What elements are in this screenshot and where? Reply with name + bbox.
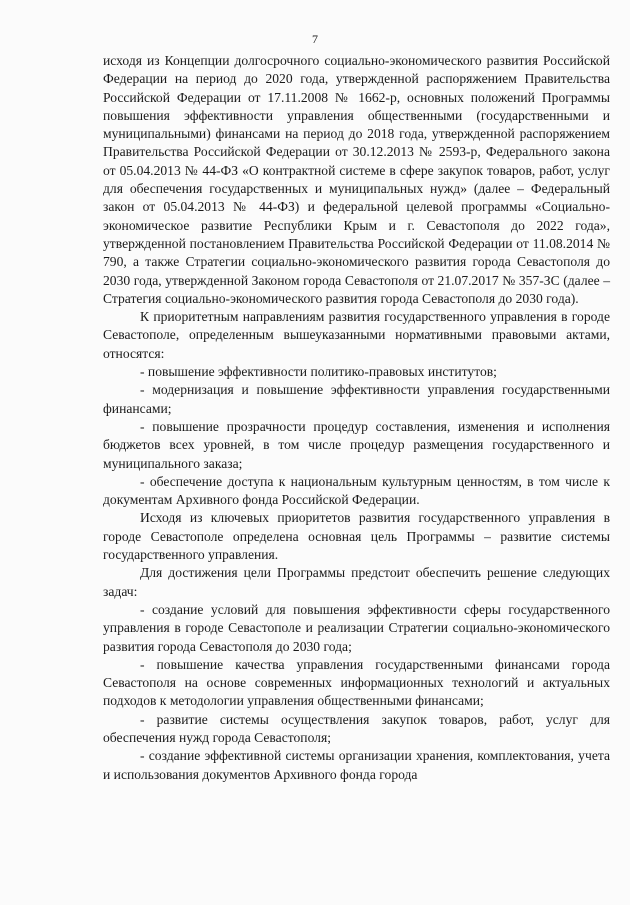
list-item-legal-institutions: - повышение эффективности политико-правовых институтов; [140, 364, 497, 380]
paragraph-program-goal: Исходя из ключевых приоритетов развития государственного управления в городе Севастополе определена основная цель Программы – развитие системы государственного управления. [103, 510, 610, 563]
list-item-task-conditions: - создание условий для повышения эффективности сферы государственного управления в городе Севастополе и реализации Стратегии социально-экономического развития города Севастополя до 2030 года; [103, 601, 610, 654]
paragraph-tasks-intro: Для достижения цели Программы предстоит обеспечить решение следующих задач: [103, 565, 610, 599]
list-item-task-finance-quality: - повышение качества управления государственными финансами города Севастополя на основе современных информационных технологий и актуальных подходов к методологии управления общественными финансами; [103, 656, 610, 709]
document-body [103, 52, 610, 784]
list-item-cultural-access: - обеспечение доступа к национальным культурным ценностям, в том числе к документам Архивного фонда Российской Федерации. [103, 473, 610, 508]
paragraph-priority-directions: К приоритетным направлениям развития государственного управления в городе Севастополе, определенным вышеуказанными нормативными правовыми актами, относятся: [103, 309, 610, 361]
list-item-finance-modernization: - модернизация и повышение эффективности управления государственными финансами; [103, 382, 610, 416]
list-item-budget-transparency: - повышение прозрачности процедур составления, изменения и исполнения бюджетов всех уровней, в том числе процедур размещения государственного и муниципального заказа; [103, 418, 610, 471]
list-item-task-procurement: - развитие системы осуществления закупок товаров, работ, услуг для обеспечения нужд города Севастополя; [103, 711, 610, 745]
list-item-task-archive: - создание эффективной системы организации хранения, комплектования, учета и использования документов Архивного фонда города [103, 748, 610, 782]
page-number: 7 [312, 32, 318, 46]
paragraph-legal-basis: исходя из Концепции долгосрочного социально-экономического развития Российской Федерации на период до 2020 года, утвержденной распоряжением Правительства Российской Федерации от 17.11.2008 № 1662-р, основных положений Программы повышения эффективности управления общественными (государственными и муниципальными) финансами на период до 2018 года, утвержденной распоряжением Правительства Российской Федерации от 30.12.2013 № 2593-р, Федерального закона от 05.04.2013 № 44-ФЗ «О контрактной системе в сфере закупок товаров, работ, услуг для обеспечения государственных и муниципальных нужд» (далее – Федеральный закон от 05.04.2013 № 44-ФЗ) и федеральной целевой программы «Социально-экономическое развитие Республики Крым и г. Севастополя до 2022 года», утвержденной постановлением Правительства Российской Федерации от 11.08.2014 № 790, а также Стратегии социально-экономического развития города Севастополя до 2030 года, утвержденной Законом города Севастополя от 21.07.2017 № 357-ЗС (далее – Стратегия социально-экономического развития города Севастополя до 2030 года). [103, 53, 610, 306]
